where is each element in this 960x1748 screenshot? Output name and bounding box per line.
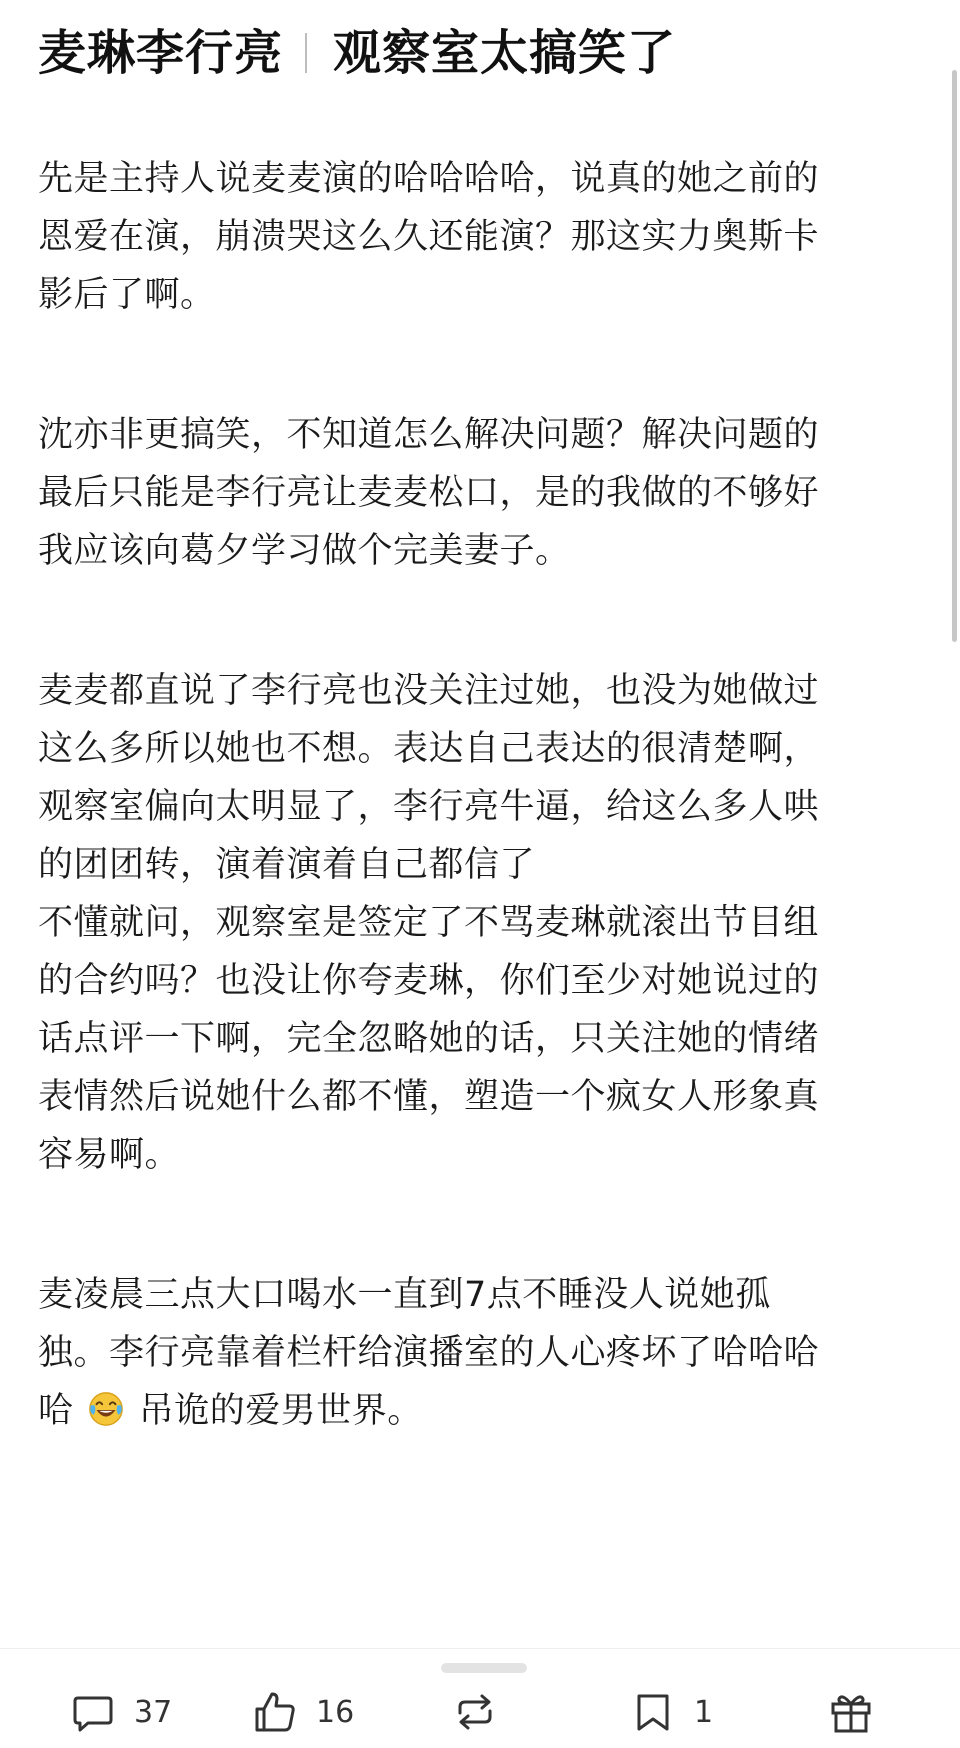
- favorite-count: 1: [694, 1694, 714, 1730]
- text-line: 麦麦都直说了李行亮也没关注过她，也没为她做过: [38, 671, 820, 711]
- text-line-with-emoji: [38, 1382, 918, 1440]
- paragraph-2: [38, 406, 918, 580]
- repost-icon: [452, 1689, 498, 1735]
- repost-button[interactable]: [452, 1687, 516, 1737]
- like-button[interactable]: [252, 1687, 354, 1737]
- title-right: 观察室太搞笑了: [333, 25, 677, 81]
- text-line: 观察室偏向太明显了，李行亮牛逼，给这么多人哄: [38, 787, 820, 827]
- paragraph-1: [38, 150, 918, 324]
- like-count: 16: [316, 1694, 355, 1730]
- text-fragment: 吊诡的爱男世界。: [138, 1391, 423, 1431]
- text-line: 沈亦非更搞笑，不知道怎么解决问题？解决问题的: [38, 415, 820, 455]
- paragraph-3: [38, 662, 918, 1184]
- text-line: 麦凌晨三点大口喝水一直到7点不睡没人说她孤: [38, 1275, 771, 1315]
- text-line: 的团团转，演着演着自己都信了: [38, 845, 536, 885]
- paragraph-4: [38, 1266, 918, 1440]
- bookmark-icon: [630, 1689, 676, 1735]
- gift-button[interactable]: [828, 1687, 892, 1737]
- gift-icon: [828, 1689, 874, 1735]
- text-line: 独。李行亮靠着栏杆给演播室的人心疼坏了哈哈哈: [38, 1333, 820, 1373]
- text-line: 话点评一下啊，完全忽略她的话，只关注她的情绪: [38, 1019, 820, 1059]
- scrollbar-thumb[interactable]: [952, 70, 957, 642]
- text-line: 先是主持人说麦麦演的哈哈哈哈，说真的她之前的: [38, 159, 820, 199]
- text-line: 恩爱在演，崩溃哭这么久还能演？那这实力奥斯卡: [38, 217, 820, 257]
- text-line: 不懂就问，观察室是签定了不骂麦琳就滚出节目组: [38, 903, 820, 943]
- comment-icon: [70, 1689, 116, 1735]
- text-line: 最后只能是李行亮让麦麦松口，是的我做的不够好: [38, 473, 820, 513]
- text-line: 影后了啊。: [38, 275, 216, 315]
- text-line: 这么多所以她也不想。表达自己表达的很清楚啊，: [38, 729, 820, 769]
- favorite-button[interactable]: [630, 1687, 713, 1737]
- drag-handle[interactable]: [441, 1663, 527, 1673]
- action-bar: [0, 1648, 960, 1748]
- text-line: 的合约吗？也没让你夸麦琳，你们至少对她说过的: [38, 961, 820, 1001]
- title-separator: [305, 33, 307, 73]
- text-line: 容易啊。: [38, 1135, 181, 1175]
- text-line: 我应该向葛夕学习做个完美妻子。: [38, 531, 571, 571]
- text-line: 表情然后说她什么都不懂，塑造一个疯女人形象真: [38, 1077, 820, 1117]
- title-left: 麦琳李行亮: [38, 25, 284, 81]
- comment-button[interactable]: [70, 1687, 172, 1737]
- post-title: [38, 18, 898, 88]
- thumbs-up-icon: [252, 1689, 298, 1735]
- text-fragment: 哈: [38, 1391, 74, 1431]
- post-body: [38, 150, 918, 1460]
- comment-count: 37: [134, 1694, 173, 1730]
- laughing-tears-emoji-icon: [87, 1390, 125, 1428]
